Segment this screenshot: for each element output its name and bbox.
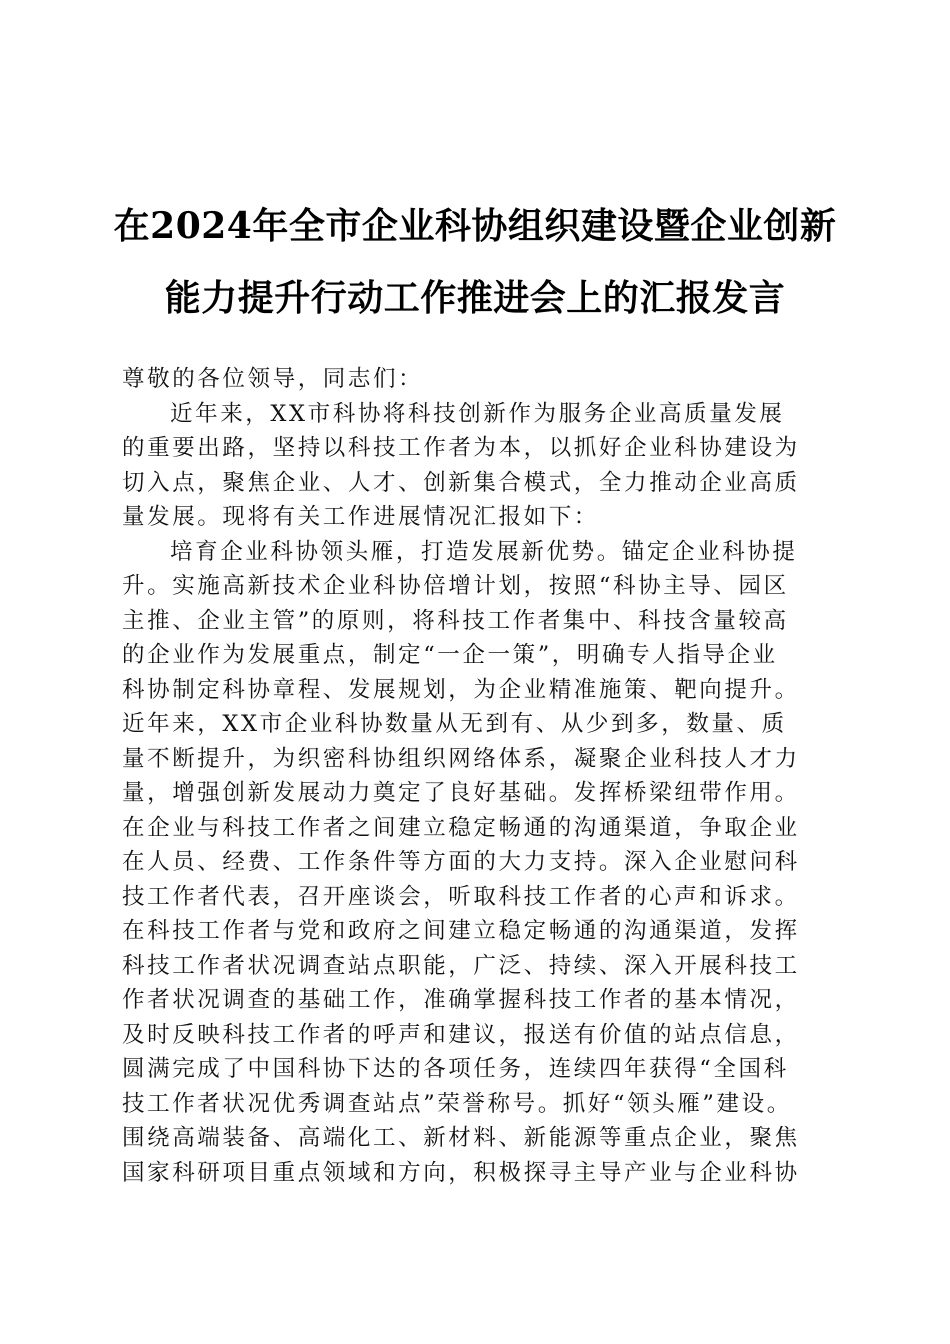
paragraph-line: 近年来，XX市企业科协数量从无到有、从少到多，数量、质 <box>122 711 787 737</box>
document-title <box>100 190 850 334</box>
paragraph-line: 培育企业科协领头雁，打造发展新优势。锚定企业科协提 <box>170 538 798 565</box>
paragraph-line: 技工作者状况优秀调查站点”荣誉称号。抓好“领头雁”建设。 <box>122 1090 792 1117</box>
paragraph-section-1 <box>122 535 828 1191</box>
paragraph-line: 量发展。现将有关工作进展情况汇报如下： <box>122 504 599 530</box>
paragraph-line: 围绕高端装备、高端化工、新材料、新能源等重点企业，聚焦 <box>122 1125 800 1151</box>
paragraph-line: 国家科研项目重点领域和方向，积极探寻主导产业与企业科协 <box>122 1159 800 1186</box>
paragraph-line: 在科技工作者与党和政府之间建立稳定畅通的沟通渠道，发挥 <box>122 918 800 944</box>
paragraph-line: 升。实施高新技术企业科协倍增计划，按照“科协主导、园区 <box>122 573 789 599</box>
paragraph-line: 切入点，聚焦企业、人才、创新集合模式，全力推动企业高质 <box>122 469 800 496</box>
title-line-2: 能力提升行动工作推进会上的汇报发言 <box>164 277 786 319</box>
paragraph-line: 科技工作者状况调查站点职能，广泛、持续、深入开展科技工 <box>122 952 800 979</box>
paragraph-line: 及时反映科技工作者的呼声和建议，报送有价值的站点信息， <box>122 1021 800 1048</box>
paragraph-line: 在人员、经费、工作条件等方面的大力支持。深入企业慰问科 <box>122 849 800 875</box>
paragraph-intro <box>122 397 828 535</box>
paragraph-line: 技工作者代表，召开座谈会，听取科技工作者的心声和诉求。 <box>122 883 800 910</box>
paragraph-line: 量，增强创新发展动力奠定了良好基础。发挥桥梁纽带作用。 <box>122 780 800 806</box>
paragraph-line: 科协制定科协章程、发展规划，为企业精准施策、靶向提升。 <box>122 676 800 703</box>
paragraph-line: 在企业与科技工作者之间建立稳定畅通的沟通渠道，争取企业 <box>122 814 800 841</box>
paragraph-line: 近年来，XX市科协将科技创新作为服务企业高质量发展 <box>170 400 785 427</box>
paragraph-line: 主推、企业主管”的原则，将科技工作者集中、科技含量较高 <box>122 607 789 634</box>
paragraph-line: 的企业作为发展重点，制定“一企一策”，明确专人指导企业 <box>122 642 778 668</box>
paragraph-line: 的重要出路，坚持以科技工作者为本，以抓好企业科协建设为 <box>122 435 800 461</box>
title-line-1: 在2024年全市企业科协组织建设暨企业创新 <box>113 205 837 247</box>
salutation: 尊敬的各位领导，同志们： <box>122 366 424 392</box>
paragraph-line: 作者状况调查的基础工作，准确掌握科技工作者的基本情况， <box>122 987 800 1013</box>
paragraph-line: 量不断提升，为织密科协组织网络体系，凝聚企业科技人才力 <box>122 745 800 772</box>
paragraph-line: 圆满完成了中国科协下达的各项任务，连续四年获得“全国科 <box>122 1056 789 1082</box>
document-body <box>122 362 828 1190</box>
